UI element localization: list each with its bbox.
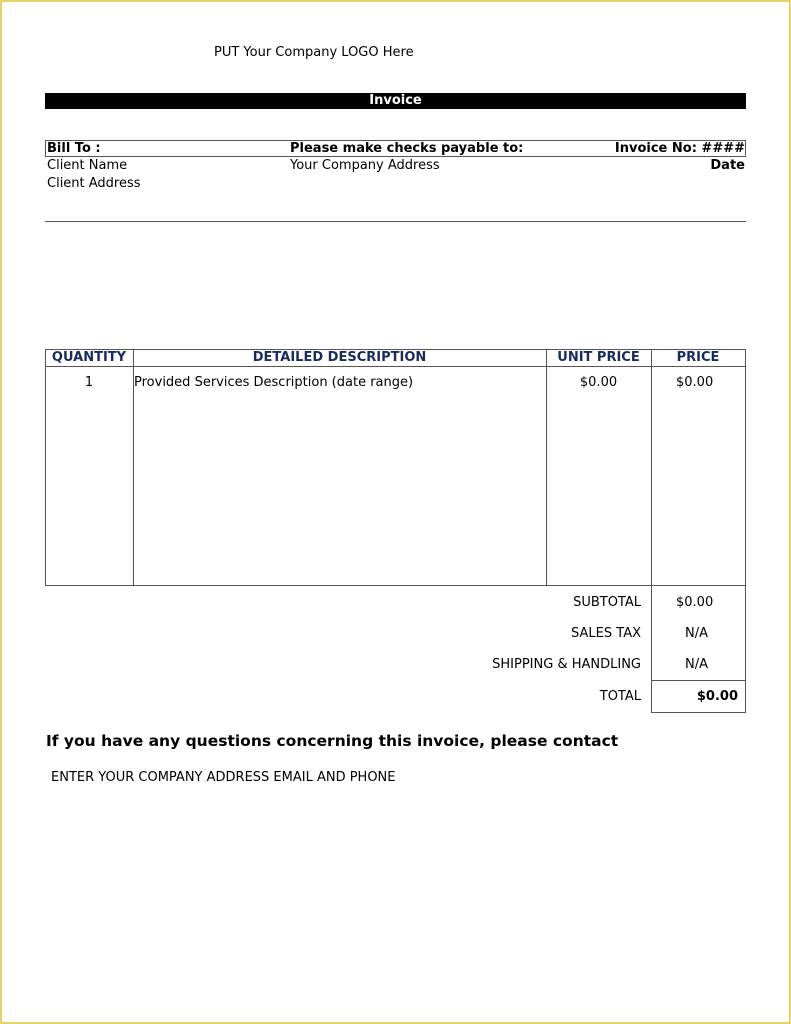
column-header-description: DETAILED DESCRIPTION: [252, 350, 427, 365]
sales-tax-value: N/A: [685, 626, 708, 641]
table-col-divider-3: [651, 349, 652, 713]
billing-left-border: [45, 140, 46, 156]
total-bottom-line: [651, 712, 746, 713]
total-label: TOTAL: [599, 689, 641, 704]
row-quantity: 1: [84, 375, 94, 390]
client-name: Client Name: [47, 158, 128, 173]
row-price: $0.00: [676, 375, 714, 390]
table-right-border: [745, 349, 746, 713]
table-bottom-line: [45, 585, 746, 586]
sales-tax-label: SALES TAX: [571, 626, 641, 641]
questions-text: If you have any questions concerning this invoice, please contact: [46, 732, 619, 750]
billing-bottom-line: [45, 221, 746, 222]
row-unit-price: $0.00: [579, 375, 618, 390]
row-description: Provided Services Description (date range): [134, 375, 414, 390]
total-top-line: [651, 680, 746, 681]
total-value: $0.00: [696, 689, 738, 704]
subtotal-value: $0.00: [676, 595, 714, 610]
logo-placeholder: PUT Your Company LOGO Here: [214, 45, 414, 60]
company-address: Your Company Address: [290, 158, 440, 173]
bill-to-label: Bill To :: [47, 141, 101, 156]
column-header-quantity: QUANTITY: [51, 350, 127, 365]
date-label: Date: [710, 158, 745, 173]
table-header-line: [45, 366, 746, 367]
invoice-number: Invoice No: ####: [614, 141, 745, 156]
shipping-label: SHIPPING & HANDLING: [492, 657, 641, 672]
invoice-title: Invoice: [45, 93, 746, 109]
column-header-unit-price: UNIT PRICE: [557, 350, 640, 365]
shipping-value: N/A: [685, 657, 708, 672]
contact-info: ENTER YOUR COMPANY ADDRESS EMAIL AND PHONE: [51, 770, 396, 785]
column-header-price: PRICE: [676, 350, 720, 365]
payable-label: Please make checks payable to:: [290, 141, 524, 156]
subtotal-label: SUBTOTAL: [573, 595, 641, 610]
billing-header-line: [45, 156, 746, 157]
billing-right-border: [745, 140, 746, 156]
client-address: Client Address: [47, 176, 141, 191]
